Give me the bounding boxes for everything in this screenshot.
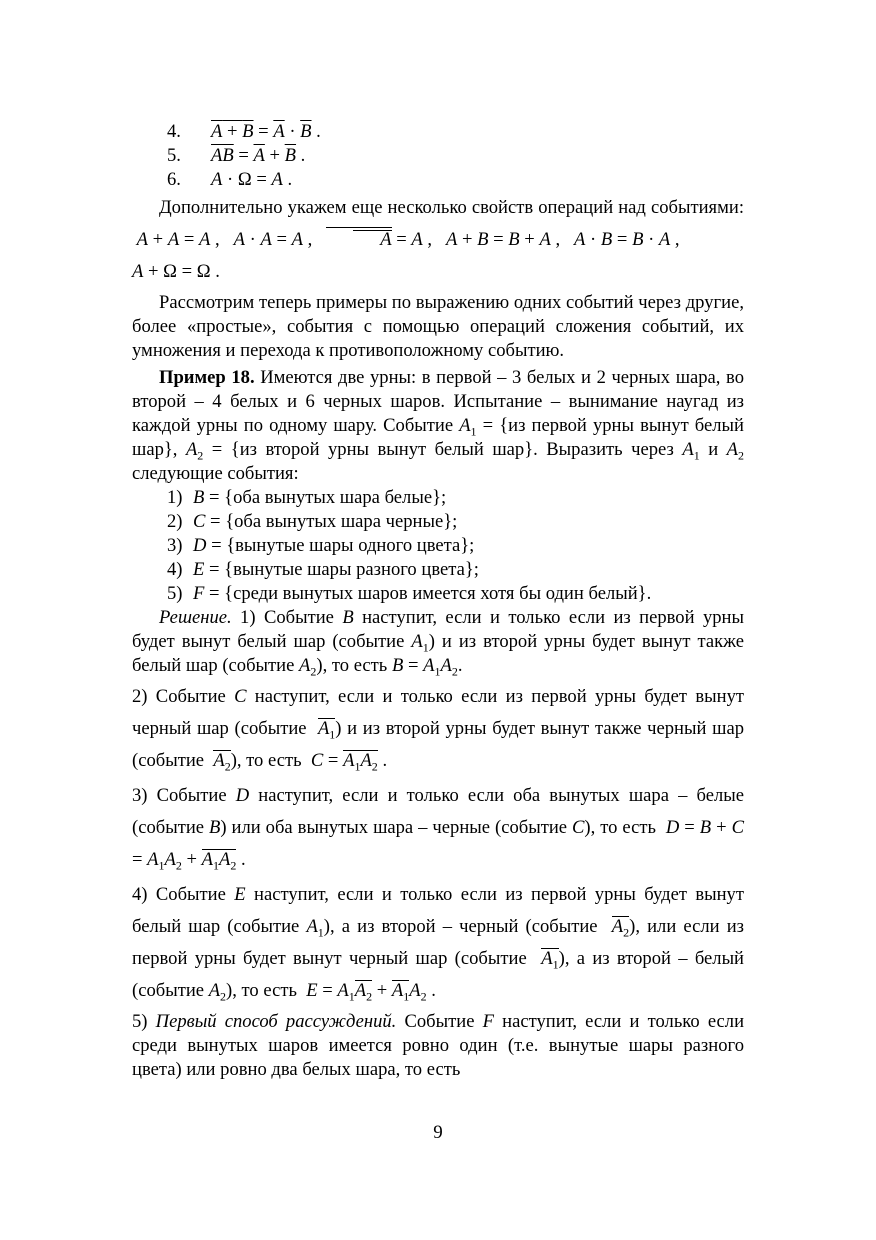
solution-3: 3) Событие D наступит, если и только если оба вынутых шара – белые (событие B) или оба вынутых шара – черные (событие C), то есть $D = B + C = A_1A_2 + A_1A_2$ . <box>132 785 744 873</box>
event-item-number: 2) <box>167 511 183 532</box>
event-item-text: D = {вынутые шары одного цвета}; <box>193 535 475 556</box>
property-item-2 <box>132 144 744 168</box>
event-item-number: 5) <box>167 583 183 604</box>
event-item-text: F = {среди вынутых шаров имеется хотя бы один белый}. <box>193 583 652 604</box>
event-item-2 <box>132 510 744 534</box>
property-item-text: $\overline{AB} = \overline{A} + \overline{B}$ . <box>211 145 306 166</box>
property-item-text: $A + B = \overline{A} \cdot \overline{B}$ . <box>211 121 321 142</box>
property-item-text: A · Ω = A . <box>211 169 293 190</box>
solution-1: Решение. 1) Событие B наступит, если и только если из первой урны будет вынут белый шар (событие $A_1$) и из второй урны будет вынут также белый шар (событие $A_2$), то есть $B = A_1A_2$. <box>132 607 744 679</box>
event-item-number: 4) <box>167 559 183 580</box>
property-item-3 <box>132 168 744 192</box>
event-item-text: E = {вынутые шары разного цвета}; <box>193 559 479 580</box>
page-body <box>132 120 744 1082</box>
events-list <box>132 486 744 606</box>
event-item-text: B = {оба вынутых шара белые}; <box>193 487 447 508</box>
event-item-4 <box>132 558 744 582</box>
solution-4: 4) Событие E наступит, если и только если из первой урны будет вынут белый шар (событие $A_1$), а из второй – черный (событие $A_2$), или если из первой урны будет вынут черный шар (событие $A_1$), а из второй – белый (событие $A_2$), то есть $E = A_1A_2 + A_1A_2$ . <box>132 884 745 1004</box>
solution-2: 2) Событие C наступит, если и только если из первой урны будет вынут черный шар (событие $A_1$) и из второй урны будет вынут также черный шар (событие $A_2$), то есть $C = A_1A_2$ . <box>132 686 744 774</box>
paragraph-properties: Дополнительно укажем еще несколько свойств операций над событиями: A + A = A , A · A = A , A = A , A + B = B + A , A · B = B · A , A + Ω = Ω . <box>132 197 744 282</box>
event-item-5 <box>132 582 744 606</box>
property-item-number: 5. <box>167 145 181 166</box>
event-item-3 <box>132 534 744 558</box>
property-item-number: 6. <box>167 169 181 190</box>
property-item-1 <box>132 120 744 144</box>
event-item-number: 3) <box>167 535 183 556</box>
property-item-number: 4. <box>167 121 181 142</box>
event-item-1 <box>132 486 744 510</box>
paragraph-consider: Рассмотрим теперь примеры по выражению одних событий через другие, более «простые», события с помощью операций сложения событий, их умножения и перехода к противоположному событию. <box>132 292 744 361</box>
page-number: 9 <box>433 1122 443 1143</box>
top-list <box>132 120 744 192</box>
event-item-number: 1) <box>167 487 183 508</box>
event-item-text: C = {оба вынутых шара черные}; <box>193 511 458 532</box>
solution-5: 5) Первый способ рассуждений. Событие F наступит, если и только если среди вынутых шаров имеется ровно один (т.е. вынутые шары разного цвета) или ровно два белых шара, то есть <box>132 1011 745 1080</box>
example-18: Пример 18. Имеются две урны: в первой – 3 белых и 2 черных шара, во второй – 4 белых и 6 черных шаров. Испытание – вынимание наугад из каждой урны по одному шару. Событие $A_1 = \{из$ первой урны вынут белый шар}, $A_2 = \{из$ второй урны вынут белый шар}. Выразить через $A_1$ и $A_2$ следующие события: <box>132 367 744 484</box>
